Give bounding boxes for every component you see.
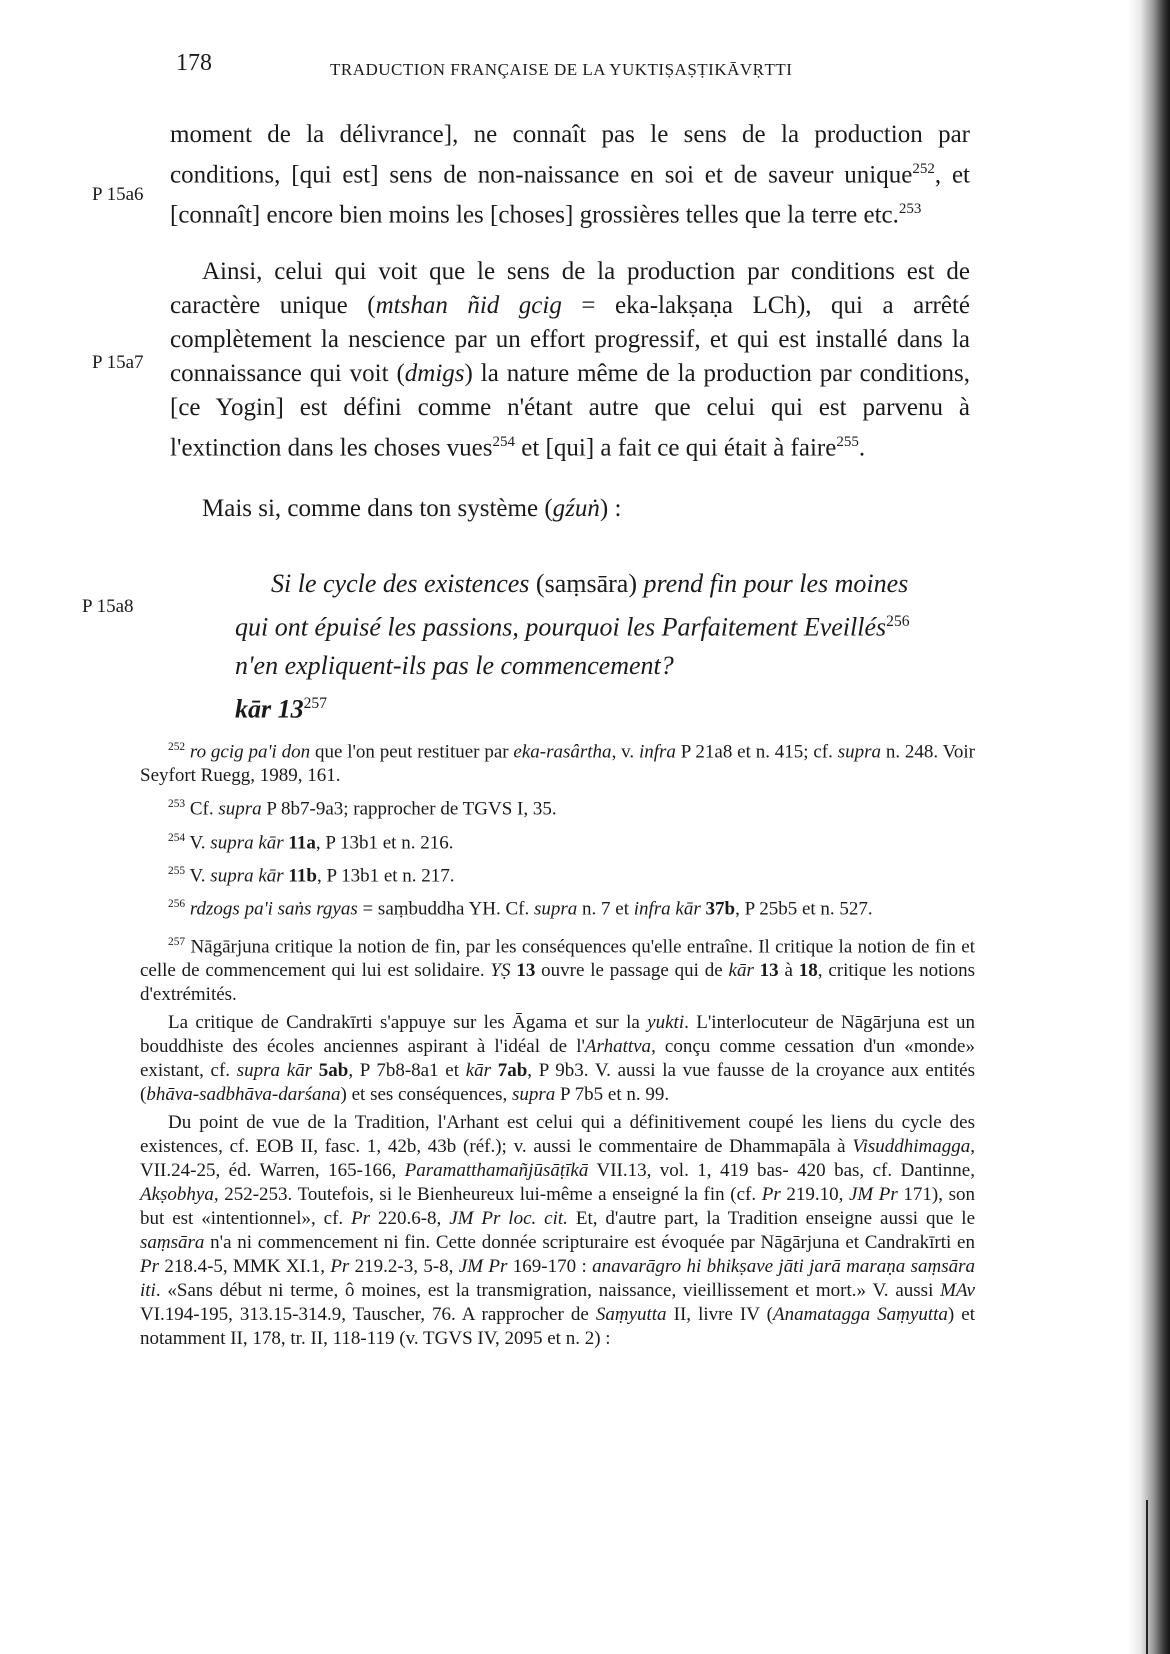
note-text: II, livre IV ( bbox=[666, 1303, 774, 1325]
para2-text5: . bbox=[858, 434, 866, 462]
note-italic: saṃsāra bbox=[140, 1231, 205, 1253]
note-bold: 18 bbox=[798, 959, 818, 981]
note-italic: infra bbox=[638, 741, 676, 763]
note-text: , v. bbox=[611, 741, 639, 763]
note-text: , VII.24-25, éd. Warren, 165-166, bbox=[140, 1135, 975, 1181]
note-italic: Pr bbox=[351, 1207, 371, 1229]
note-text: V. bbox=[189, 865, 211, 887]
note-text: 219.10, bbox=[780, 1183, 849, 1205]
footnote-252 bbox=[140, 735, 975, 788]
note-bold: 13 bbox=[753, 959, 779, 981]
karika-verse bbox=[235, 565, 925, 728]
note-text: . «Sans début ni terme, ô moines, est la transmigration, naissance, vieillissement et mort.» V. aussi bbox=[155, 1279, 941, 1301]
para2-text4: et [qui] a fait ce qui était à faire bbox=[515, 434, 837, 462]
para3-italic1: gźuṅ bbox=[552, 495, 600, 522]
footnote-ref-254: 254 bbox=[492, 434, 515, 450]
footnote-number: 252 bbox=[168, 741, 186, 753]
para1-text1: moment de la délivrance], ne connaît pas le sens de la production par conditions, [qui est] sens de non-naissance en soi et de saveur unique bbox=[170, 121, 970, 189]
para2-text1: Ainsi, celui qui voit que le sens de la production par conditions est de caractère unique ( bbox=[170, 258, 970, 319]
footnote-ref-252: 252 bbox=[912, 161, 935, 177]
note-italic: rdzogs pa'i saṅs rgyas bbox=[189, 898, 358, 920]
footnote-ref-255: 255 bbox=[836, 434, 859, 450]
page-number: 178 bbox=[176, 50, 212, 76]
note-italic: JM Pr bbox=[848, 1183, 898, 1205]
note-text: , critique les notions d'extrémités. bbox=[140, 959, 976, 1005]
note-text: à bbox=[778, 959, 799, 981]
note-italic: kār bbox=[728, 959, 754, 981]
note-italic: anavarāgro hi bhikṣave jāti jarā maraṇa saṃsāra iti bbox=[140, 1255, 976, 1301]
footnote-ref-253: 253 bbox=[898, 201, 922, 218]
note-italic: Visuddhimagga bbox=[852, 1135, 971, 1157]
note-text: , 252-253. Toutefois, si le Bienheureux lui-même a enseigné la fin (cf. bbox=[213, 1183, 762, 1205]
note-italic: JM Pr loc. cit. bbox=[449, 1207, 568, 1229]
para2-italic1: mtshan ñid gcig bbox=[375, 292, 562, 319]
footnote-253 bbox=[140, 792, 975, 821]
note-italic: supra bbox=[218, 798, 262, 820]
note-text: ) et notamment II, 178, tr. II, 118-119 (v. TGVS IV, 2095 et n. 2) : bbox=[140, 1303, 975, 1349]
margin-ref-p15a8: P 15a8 bbox=[82, 596, 134, 617]
note-italic: supra bbox=[533, 898, 578, 920]
running-head: TRADUCTION FRANÇAISE DE LA YUKTIṢAṢṬIKĀVṚTTI bbox=[330, 60, 793, 79]
note-text: Cf. bbox=[189, 798, 219, 820]
note-bold: 11a bbox=[283, 831, 316, 853]
para2-text2: = eka-lakṣaṇa LCh), qui a arrêté complètement la nescience par un effort progressif, et qui est installé dans la connaissance qui voit ( bbox=[170, 292, 971, 387]
footnote-number: 255 bbox=[168, 864, 186, 877]
margin-ref-p15a7: P 15a7 bbox=[92, 352, 144, 373]
note-text: ouvre le passage qui de bbox=[535, 959, 729, 981]
note-text: 220.6-8, bbox=[370, 1207, 450, 1229]
paragraph-1 bbox=[170, 118, 970, 233]
note-text: La critique de Candrakīrti s'appuye sur les Āgama et sur la bbox=[168, 1011, 648, 1033]
footnote-number: 257 bbox=[168, 935, 186, 948]
note-italic: Akṣobhya bbox=[140, 1183, 214, 1205]
para3-text1: Mais si, comme dans ton système ( bbox=[202, 495, 553, 522]
note-text: V. bbox=[189, 831, 211, 853]
note-text: , P 25b5 et n. 527. bbox=[735, 898, 873, 920]
note-text: P 8b7-9a3; rapprocher de TGVS I, 35. bbox=[261, 798, 557, 820]
para3-text2: ) : bbox=[599, 495, 622, 522]
verse-italic3: n'en expliquent-ils pas le commencement? bbox=[235, 650, 674, 680]
footnote-number: 253 bbox=[168, 798, 186, 811]
footnote-number: 254 bbox=[168, 831, 186, 844]
note-italic: supra kār bbox=[210, 865, 284, 887]
note-text: ) et ses conséquences, bbox=[340, 1083, 512, 1105]
para1-text2: , et [connaît] encore bien moins les [choses] grossières telles que la terre etc. bbox=[170, 161, 970, 229]
note-text: P 7b5 et n. 99. bbox=[555, 1083, 670, 1105]
footnote-257-para-3 bbox=[140, 1111, 975, 1351]
footnote-254 bbox=[140, 826, 975, 855]
paragraph-3 bbox=[170, 492, 970, 526]
note-bold: 5ab bbox=[312, 1059, 349, 1081]
note-text: VI.194-195, 313.15-314.9, Tauscher, 76. A rapprocher de bbox=[140, 1303, 596, 1325]
note-italic: Saṃyutta bbox=[595, 1303, 667, 1325]
verse-italic1: Si le cycle des existences bbox=[271, 569, 530, 598]
note-text: Et, d'autre part, la Tradition enseigne aussi que le bbox=[567, 1207, 976, 1229]
note-text: n'a ni commencement ni fin. Cette donnée scripturaire est évoquée par Nāgārjuna et Candrakīrti en bbox=[204, 1231, 975, 1253]
note-text: 219.2-3, 5-8, bbox=[349, 1255, 459, 1277]
note-text: , P 7b8-8a1 et bbox=[348, 1059, 466, 1081]
note-text: VII.13, vol. 1, 419 bas- 420 bas, cf. Dantinne, bbox=[588, 1159, 975, 1181]
note-bold: 7ab bbox=[491, 1059, 528, 1081]
note-text: que l'on peut restituer par bbox=[310, 741, 514, 763]
footnote-257-para-2 bbox=[140, 1011, 975, 1107]
note-text: , P 13b1 et n. 217. bbox=[316, 865, 455, 887]
note-italic: kār bbox=[465, 1059, 492, 1081]
note-text: 169-170 : bbox=[507, 1255, 593, 1277]
footnote-number: 256 bbox=[168, 898, 186, 911]
note-italic: eka-rasârtha bbox=[513, 741, 612, 763]
footnote-255 bbox=[140, 859, 975, 888]
footnote-ref-257: 257 bbox=[303, 694, 328, 712]
note-italic: Pr bbox=[140, 1255, 159, 1277]
note-italic: supra kār bbox=[210, 831, 284, 853]
note-italic: ro gcig pa'i don bbox=[189, 741, 311, 763]
note-text: , P 9b3. V. aussi la vue fausse de la croyance aux entités ( bbox=[140, 1059, 975, 1105]
note-italic: Pr bbox=[761, 1183, 781, 1205]
note-italic: bhāva-sadbhāva-darśana bbox=[146, 1083, 341, 1105]
note-bold: 11b bbox=[283, 865, 317, 887]
footnote-ref-256: 256 bbox=[886, 613, 910, 630]
note-text: 218.4-5, MMK XI.1, bbox=[159, 1255, 331, 1277]
note-text: . L'interlocuteur de Nāgārjuna est un bouddhiste des écoles anciennes aspirant à l'idéal de l' bbox=[140, 1011, 975, 1057]
note-italic: Paramatthamañjūsāṭīkā bbox=[404, 1159, 589, 1181]
note-italic: supra kār bbox=[236, 1059, 313, 1081]
note-italic: Arhattva bbox=[584, 1035, 652, 1057]
note-italic: yukti bbox=[647, 1011, 685, 1033]
note-italic: supra bbox=[837, 741, 881, 763]
note-text: 171), son but est «intentionnel», cf. bbox=[140, 1183, 975, 1229]
note-text: n. 7 et bbox=[577, 898, 634, 920]
note-italic: Anamatagga Saṃyutta bbox=[773, 1303, 948, 1325]
note-text: Nāgārjuna critique la notion de fin, par les conséquences qu'elle entraîne. Il critique la notion de fin et celle de commencement qui lui est solidaire. bbox=[140, 935, 975, 981]
note-italic: supra bbox=[512, 1083, 556, 1105]
note-italic: MAv bbox=[940, 1279, 975, 1301]
note-text: n. 248. Voir Seyfort Ruegg, 1989, 161. bbox=[140, 741, 975, 787]
scan-edge-line bbox=[1146, 1500, 1148, 1654]
karika-number: kār 13 bbox=[235, 694, 304, 724]
note-text: = saṃbuddha YH. Cf. bbox=[357, 898, 534, 920]
footnote-257 bbox=[140, 930, 975, 1007]
verse-italic2: prend fin pour les moines qui ont épuisé les passions, pourquoi les Parfaitement Eveillés bbox=[235, 569, 909, 642]
note-text: P 21a8 et n. 415; cf. bbox=[675, 741, 838, 763]
note-italic: infra kār bbox=[633, 898, 701, 920]
note-italic: Pr bbox=[330, 1255, 350, 1277]
note-italic: JM Pr bbox=[458, 1255, 508, 1277]
note-text: , conçu comme cessation d'un «monde» existant, cf. bbox=[140, 1035, 975, 1081]
note-bold: 37b bbox=[700, 898, 736, 920]
scan-shadow-edge bbox=[1128, 0, 1170, 1654]
note-bold: 13 bbox=[510, 959, 536, 981]
margin-ref-p15a6: P 15a6 bbox=[92, 184, 144, 205]
para2-italic2: dmigs bbox=[404, 360, 465, 387]
note-italic: YṢ bbox=[490, 959, 511, 981]
footnotes bbox=[140, 735, 975, 1355]
note-text: Du point de vue de la Tradition, l'Arhant est celui qui a définitivement coupé les liens du cycle des existences, cf. EOB II, fasc. 1, 42b, 43b (réf.); v. aussi le commentaire de Dhammapāla à bbox=[140, 1111, 975, 1157]
verse-roman1: (saṃsāra) bbox=[529, 569, 644, 598]
footnote-256 bbox=[140, 892, 975, 921]
note-text: , P 13b1 et n. 216. bbox=[315, 831, 454, 853]
paragraph-2 bbox=[170, 255, 970, 465]
para2-text3: ) la nature même de la production par conditions, [ce Yogin] est défini comme n'étant autre que celui qui est parvenu à l'extinction dans les choses vues bbox=[170, 360, 970, 462]
